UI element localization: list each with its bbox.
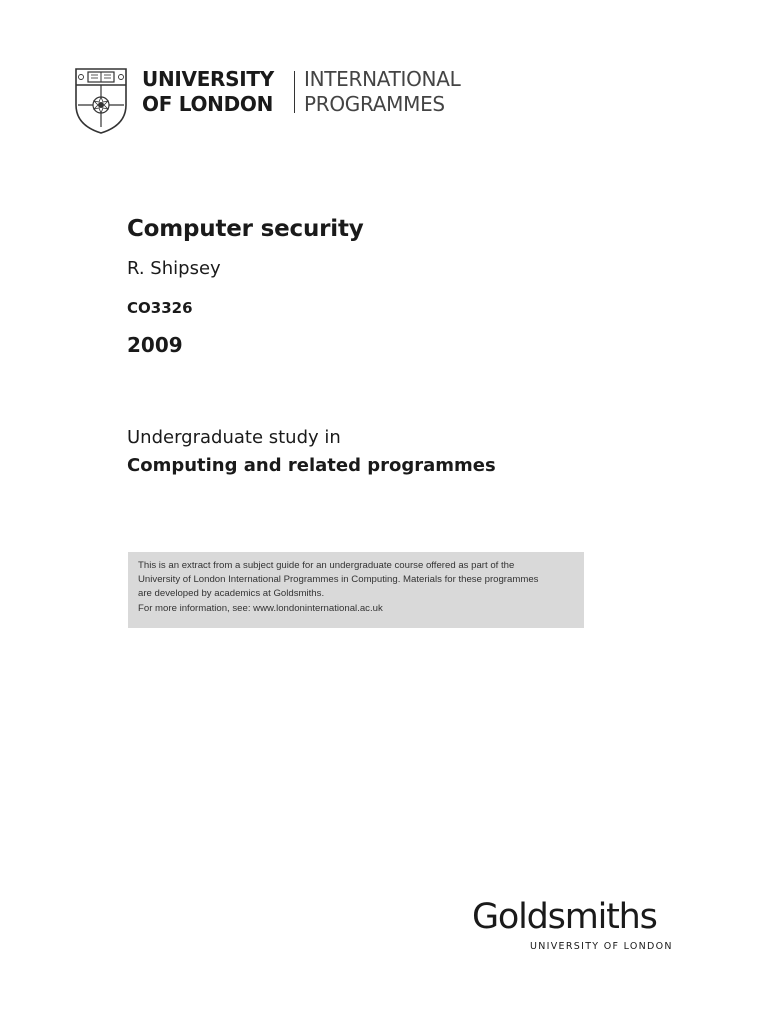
info-box — [128, 552, 584, 628]
goldsmiths-logo — [472, 895, 692, 952]
goldsmiths-brand: Goldsmiths — [472, 897, 657, 937]
study-programme: Computing and related programmes — [127, 455, 496, 476]
university-line2: OF LONDON — [142, 92, 274, 116]
programme-name — [304, 67, 460, 117]
info-line1: This is an extract from a subject guide for an undergraduate course offered as part of the — [138, 560, 515, 571]
programme-line1: INTERNATIONAL — [304, 67, 461, 91]
document-year: 2009 — [127, 333, 183, 357]
info-line2: University of London International Programmes in Computing. Materials for these programmes — [138, 574, 539, 585]
university-line1: UNIVERSITY — [142, 67, 274, 91]
document-title: Computer security — [127, 216, 364, 242]
logo-divider — [294, 71, 295, 113]
document-author: R. Shipsey — [127, 258, 221, 279]
university-crest-icon — [74, 67, 128, 135]
goldsmiths-subtitle: UNIVERSITY OF LONDON — [530, 941, 673, 952]
university-name — [142, 67, 274, 117]
programme-line2: PROGRAMMES — [304, 92, 445, 116]
course-code: CO3326 — [127, 299, 193, 317]
study-intro: Undergraduate study in — [127, 427, 341, 448]
info-more-link-line: For more information, see: www.londoninternational.ac.uk — [138, 603, 383, 614]
university-logo — [74, 67, 494, 137]
info-line3: are developed by academics at Goldsmiths. — [138, 588, 325, 599]
